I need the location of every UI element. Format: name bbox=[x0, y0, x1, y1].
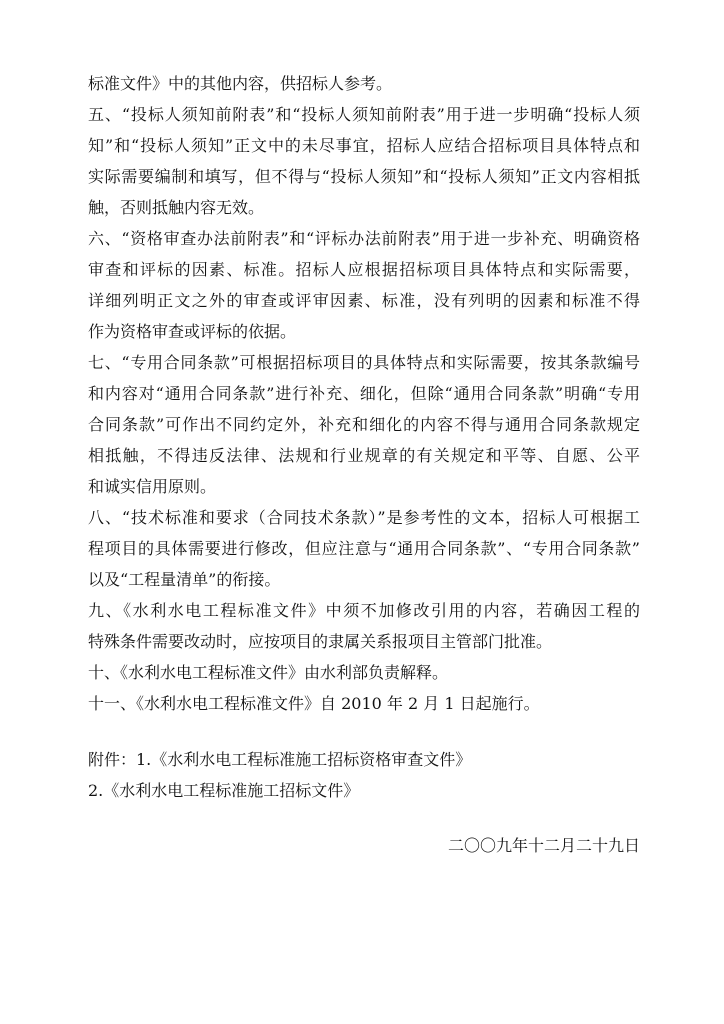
paragraph-line: 触，否则抵触内容无效。 bbox=[88, 198, 265, 217]
paragraph-line: 特殊条件需要改动时，应按项目的隶属关系报项目主管部门批准。 bbox=[88, 632, 553, 651]
paragraph-line: 以及“工程量清单”的衔接。 bbox=[88, 570, 281, 589]
paragraph-line: 和内容对“通用合同条款”进行补充、细化，但除“通用合同条款”明确“专用 bbox=[88, 384, 640, 403]
paragraph-line: 相抵触，不得违反法律、法规和行业规章的有关规定和平等、自愿、公平 bbox=[88, 446, 640, 465]
paragraph-line: 九、《水利水电工程标准文件》中须不加修改引用的内容，若确因工程的 bbox=[88, 601, 640, 620]
paragraph-line: 合同条款”可作出不同约定外，补充和细化的内容不得与通用合同条款规定 bbox=[88, 415, 640, 434]
paragraph-line: 六、“资格审查办法前附表”和“评标办法前附表”用于进一步补充、明确资格 bbox=[88, 229, 640, 248]
document-date: 二〇〇九年十二月二十九日 bbox=[447, 836, 640, 855]
paragraph-line: 标准文件》中的其他内容，供招标人参考。 bbox=[88, 74, 393, 93]
attachment-line: 附件：1.《水利水电工程标准施工招标资格审查文件》 bbox=[88, 750, 472, 769]
paragraph-line: 八、“技术标准和要求（合同技术条款）”是参考性的文本，招标人可根据工 bbox=[88, 508, 640, 527]
paragraph-line: 知”和“投标人须知”正文中的未尽事宜，招标人应结合招标项目具体特点和 bbox=[88, 136, 640, 155]
document-page bbox=[88, 0, 640, 1024]
paragraph-line: 七、“专用合同条款”可根据招标项目的具体特点和实际需要，按其条款编号 bbox=[88, 353, 640, 372]
paragraph-line: 作为资格审查或评标的依据。 bbox=[88, 322, 297, 341]
paragraph-line: 程项目的具体需要进行修改，但应注意与“通用合同条款”、“专用合同条款” bbox=[88, 539, 640, 558]
paragraph-line: 实际需要编制和填写，但不得与“投标人须知”和“投标人须知”正文内容相抵 bbox=[88, 167, 640, 186]
attachment-line: 2.《水利水电工程标准施工招标文件》 bbox=[88, 781, 360, 800]
paragraph-line: 十一、《水利水电工程标准文件》自 2010 年 2 月 1 日起施行。 bbox=[88, 694, 540, 713]
paragraph-line: 五、“投标人须知前附表”和“投标人须知前附表”用于进一步明确“投标人须 bbox=[88, 105, 640, 124]
paragraph-line: 十、《水利水电工程标准文件》由水利部负责解释。 bbox=[88, 663, 449, 682]
paragraph-line: 详细列明正文之外的审查或评审因素、标准，没有列明的因素和标准不得 bbox=[88, 291, 640, 310]
paragraph-line: 和诚实信用原则。 bbox=[88, 477, 217, 496]
paragraph-line: 审查和评标的因素、标准。招标人应根据招标项目具体特点和实际需要， bbox=[88, 260, 640, 279]
